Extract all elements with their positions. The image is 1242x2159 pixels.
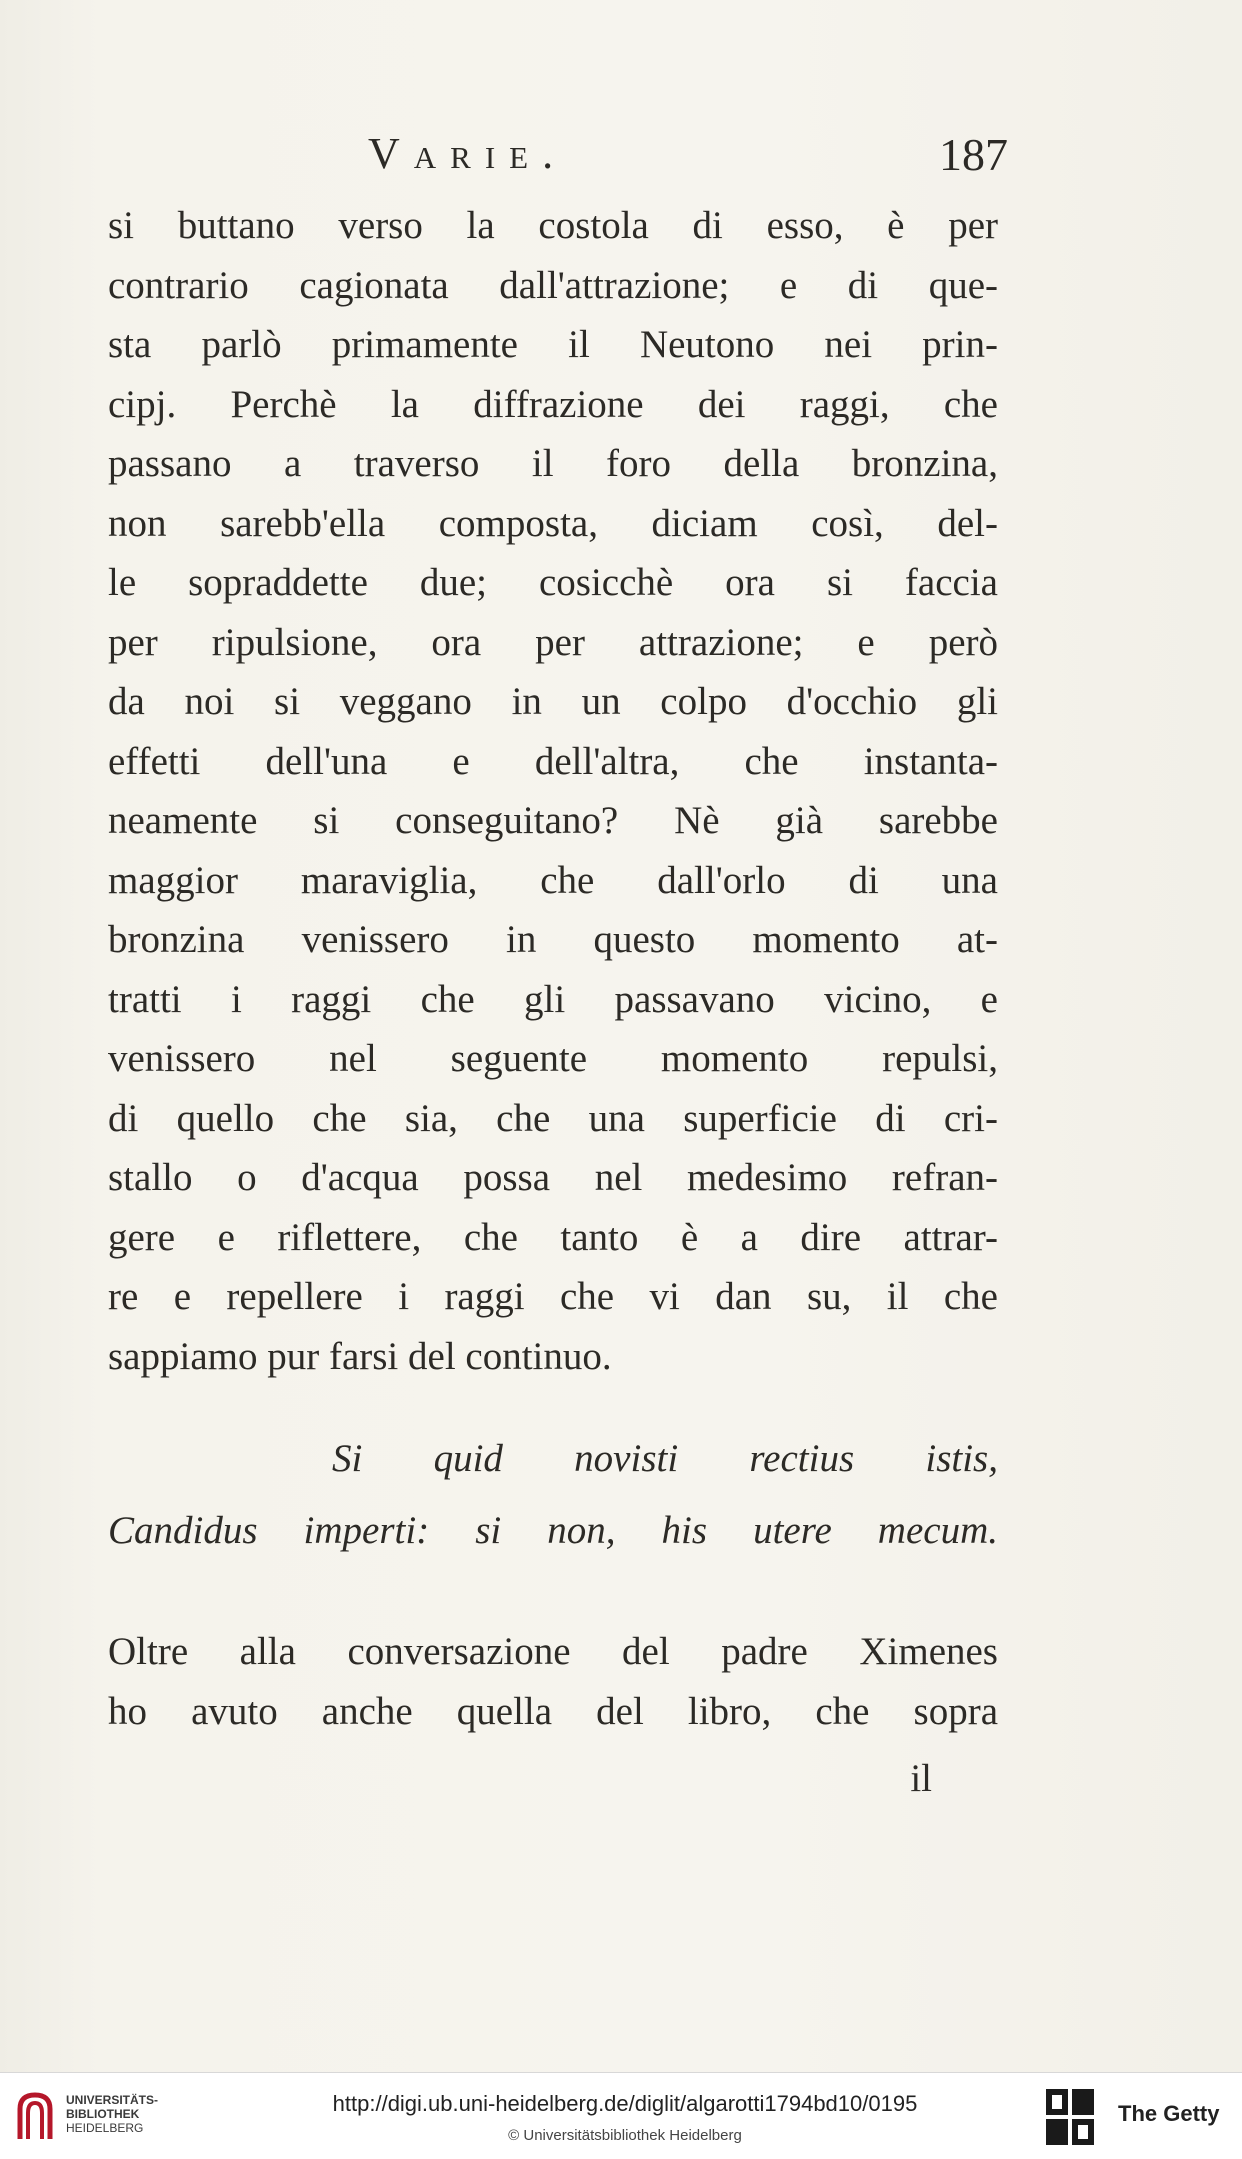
partner-name: The Getty [1118,2101,1220,2126]
text-line: sappiamo pur farsi del continuo. [108,1334,612,1378]
text-line: ho avuto anche quella del libro, che sopra [108,1689,998,1733]
catchword: il [910,1757,932,1800]
text-line: gere e riflettere, che tanto è a dire attrar- [108,1215,998,1259]
latin-quote-line-2: Candidus imperti: si non, his utere mecum. [108,1509,998,1552]
text-line: le sopraddette due; cosicchè ora si faccia [108,561,998,604]
text-line: venissero nel seguente momento repulsi, [108,1037,998,1080]
text-line: bronzina venissero in questo momento at- [108,918,998,961]
viewer-footer [0,2072,1242,2159]
copyright-notice: © Universitätsbibliothek Heidelberg [508,2127,742,2144]
running-head: Varie. [368,129,568,178]
permalink-url[interactable]: http://digi.ub.uni-heidelberg.de/diglit/algarotti1794bd10/0195 [332,2091,918,2116]
text-line: cipj. Perchè la diffrazione dei raggi, che [108,382,998,426]
text-line: stallo o d'acqua possa nel medesimo refran- [108,1156,998,1199]
text-line: maggior maraviglia, che dall'orlo di una [108,858,998,902]
text-line: da noi si veggano in un colpo d'occhio gli [108,680,998,723]
text-line: neamente si conseguitano? Nè già sarebbe [108,799,998,842]
text-line: per ripulsione, ora per attrazione; e però [108,620,998,664]
page-number: 187 [939,129,1008,180]
library-name-line-2: BIBLIOTHEK [66,2107,140,2121]
text-line: si buttano verso la costola di esso, è per [108,204,998,247]
text-line: Oltre alla conversazione del padre Ximenes [108,1630,998,1673]
library-name [66,2093,186,2135]
text-line: sta parlò primamente il Neutono nei prin- [108,323,998,366]
text-line: di quello che sia, che una superficie di cri- [108,1096,998,1140]
paragraph-1 [108,196,998,1386]
library-name-line-1: UNIVERSITÄTS- [66,2093,159,2107]
latin-quote-line-1: Si quid novisti rectius istis, [332,1437,998,1480]
text-line: non sarebb'ella composta, diciam così, del- [108,501,998,545]
text-line: effetti dell'una e dell'altra, che instanta- [108,739,998,783]
library-name-line-3: HEIDELBERG [66,2121,144,2135]
university-library-logo-icon [14,2089,56,2143]
text-line: re e repellere i raggi che vi dan su, il che [108,1275,998,1318]
paragraph-2 [108,1622,998,1741]
text-line: passano a traverso il foro della bronzina, [108,442,998,485]
getty-logo-icon [1044,2087,1096,2147]
text-line: tratti i raggi che gli passavano vicino, e [108,977,998,1021]
page-header [108,128,1008,188]
text-line: contrario cagionata dall'attrazione; e di que- [108,263,998,307]
